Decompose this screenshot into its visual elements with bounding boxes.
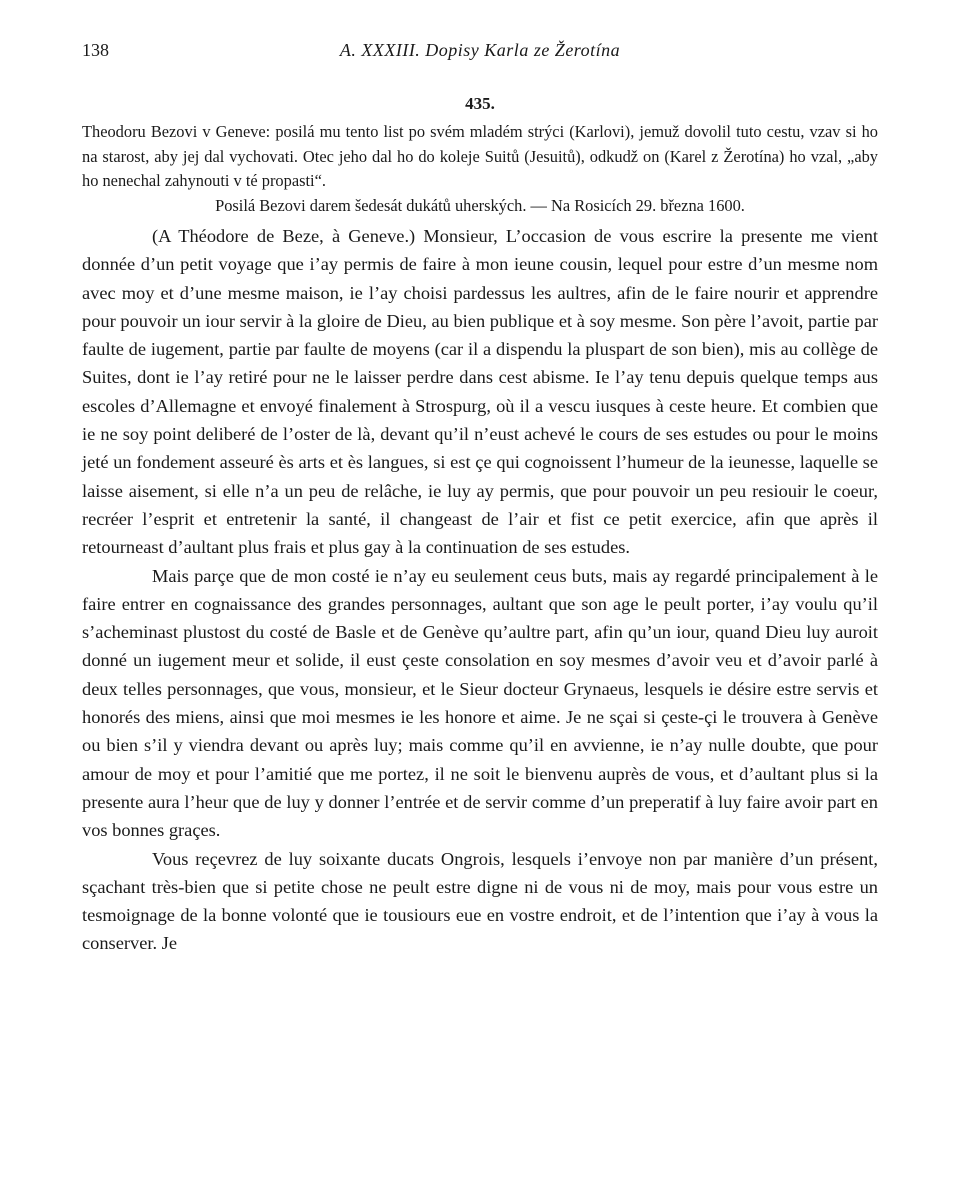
letter-paragraph-2: Mais parçe que de mon costé ie n’ay eu seulement ceus buts, mais ay regardé principalement à le faire entrer en cognaissance des grandes personnages, aultant que son age le peult porter, i’ay voulu qu’il s’acheminast plustost du costé de Basle et de Genève qu’aultre part, afin qu’un iour, quand Dieu luy auroit donné un iugement meur et solide, il eust çeste consolation en soy mesmes d’avoir veu et d’avoir parlé à deux telles personnages, que vous, monsieur, et le Sieur docteur Grynaeus, lesquels ie désire estre servis et honorés des miens, ainsi que moi mesmes ie les honore et aime. Je ne sçai si çeste-çi le trouvera à Genève ou bien s’il y viendra devant ou après luy; mais comme qu’il en avvienne, ie n’ay nulle doubte, que pour amour de moy et pour l’amitié que me portez, il ne soit le bienvenu auprès de vous, et d’aultant plus si la presente aura l’heur que de luy y donner l’entrée et de servir comme d’un preperatif à luy faire avoir part en vos bonnes graçes.	[82, 565, 878, 841]
letter-number: 435.	[465, 94, 495, 113]
letter-paragraph-1: (A Théodore de Beze, à Geneve.) Monsieur, L’occasion de vous escrire la presente me vient donnée d’un petit voyage que i’ay permis de faire à mon ieune cousin, lequel pour estre d’un mesme nom avec moy et d’une mesme maison, ie l’ay choisi pardessus les aultres, afin de le faire nourir et apprendre pour pouvoir un iour servir à la gloire de Dieu, au bien publique et à soy mesme. Son père l’avoit, partie par faulte de iugement, partie par faulte de moyens (car il a dispendu la pluspart de son bien), mis au collège de Suites, dont ie l’ay retiré pour ne le laisser perdre dans cest abisme. Ie l’ay tenu depuis quelque temps aus escoles d’Allemagne et envoyé finalement à Strospurg, où il a vescu iusques à ceste heure. Et combien que ie ne soy point deliberé de l’oster de là, devant qu’il n’eust achevé le cours de ses estudes ou pour le moins jeté un fondement asseuré ès arts et ès langues, si est çe qui cognoissent l’humeur de la ieunesse, laquelle se laisse aisement, si elle n’a un peu de relâche, ie luy ay permis, que pour pouvoir un peu resiouir le coeur, recréer l’esprit et entretenir la santé, il changeast de l’air et fist ce petit exercice, afin que après il retourneast d’aultant plus frais et plus gay à la continuation de ses estudes.	[82, 226, 878, 558]
summary-last-line: Posilá Bezovi darem šedesát dukátů uherských. — Na Rosicích 29. března 1600.	[215, 195, 745, 215]
letter-body	[82, 222, 878, 958]
letter-paragraph-3: Vous reçevrez de luy soixante ducats Ongrois, lesquels i’envoye non par manière d’un présent, sçachant très-bien que si petite chose ne peult estre digne ni de vous ni de moy, mais pour vous estre un tesmoignage de la bonne volonté que ie tousiours eue en vostre endroit, et de l’intention que i’ay à vous la conserver. Je	[82, 848, 878, 954]
letter-summary	[82, 120, 878, 218]
running-header	[82, 40, 878, 66]
document-page	[82, 40, 878, 958]
summary-text: Theodoru Bezovi v Geneve: posilá mu tento list po svém mladém strýci (Karlovi), jemuž dovolil tuto cestu, vzav si ho na starost, aby jej dal vychovati. Otec jeho dal ho do koleje Suitů (Jesuitů), odkudž on (Karel z Žerotína) ho vzal, „aby ho nenechal zahynouti v té propasti“.	[82, 122, 878, 190]
page-number: 138	[82, 40, 109, 60]
running-title: A. XXXIII. Dopisy Karla ze Žerotína	[339, 40, 621, 60]
